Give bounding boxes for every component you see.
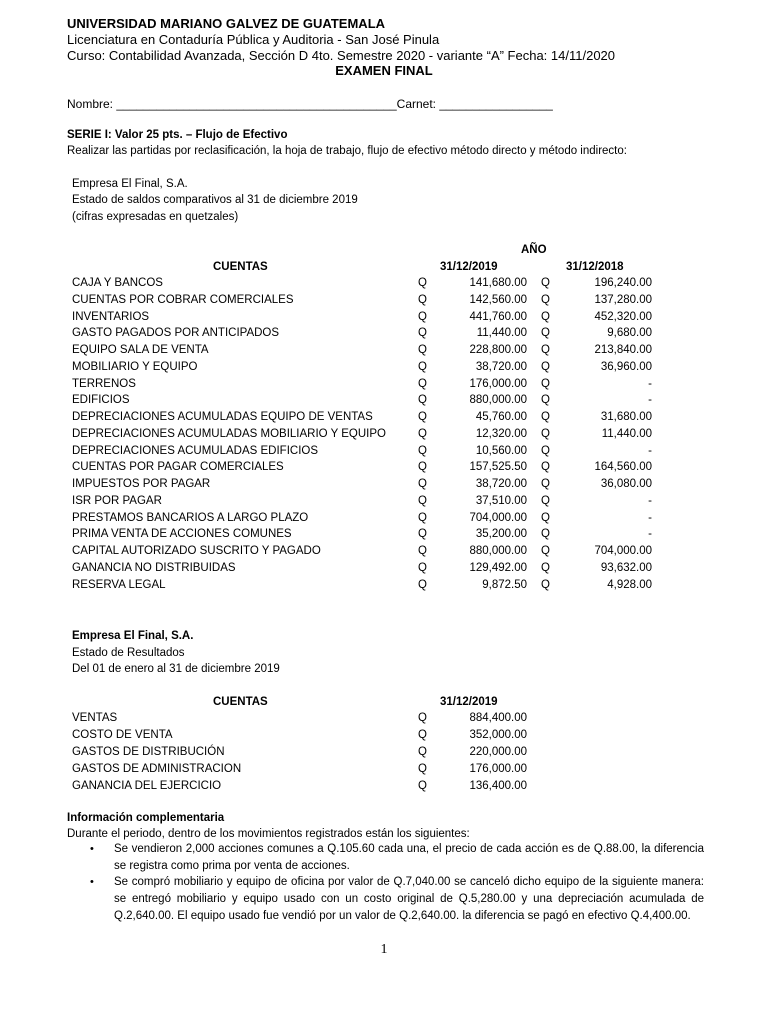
currency-symbol: Q xyxy=(541,461,550,474)
currency-symbol: Q xyxy=(418,478,427,490)
currency-symbol: Q xyxy=(418,344,427,356)
income-row xyxy=(0,744,768,761)
currency-symbol: Q xyxy=(541,444,550,457)
income-period: Del 01 de enero al 31 de diciembre 2019 xyxy=(72,663,280,675)
value-2018: - xyxy=(648,528,652,541)
value-2018: 31,680.00 xyxy=(600,411,652,423)
account-name: CAJA Y BANCOS xyxy=(72,277,163,289)
currency-symbol: Q xyxy=(418,712,427,724)
value-2018: 213,840.00 xyxy=(594,344,652,356)
value-2018: 196,240.00 xyxy=(594,277,652,289)
currency-symbol: Q xyxy=(541,394,550,407)
balance-row xyxy=(0,560,768,577)
account-name: TERRENOS xyxy=(72,377,136,390)
account-name: COSTO DE VENTA xyxy=(72,728,173,741)
account-name: PRIMA VENTA DE ACCIONES COMUNES xyxy=(72,528,292,541)
currency-symbol: Q xyxy=(418,779,427,792)
exam-title: EXAMEN FINAL xyxy=(335,63,433,78)
university-title: UNIVERSIDAD MARIANO GALVEZ DE GUATEMALA xyxy=(67,16,386,31)
value-2018: 36,080.00 xyxy=(600,478,652,490)
value-2019: 176,000.00 xyxy=(469,377,527,390)
balance-row xyxy=(0,292,768,309)
income-company: Empresa El Final, S.A. xyxy=(72,630,194,642)
balance-col-2018: 31/12/2018 xyxy=(566,261,624,273)
course-line: Curso: Contabilidad Avanzada, Sección D 4to. Semestre 2020 - variante “A” Fecha: 14/11/2020 xyxy=(67,48,616,63)
account-name: RESERVA LEGAL xyxy=(72,578,166,591)
value-2019: 220,000.00 xyxy=(469,745,527,758)
bullet-marker: • xyxy=(90,843,94,855)
value-2019: 35,200.00 xyxy=(475,528,527,541)
currency-symbol: Q xyxy=(418,377,427,390)
value-2019: 141,680.00 xyxy=(469,277,527,289)
account-name: GASTOS DE DISTRIBUCIÓN xyxy=(72,745,225,758)
income-row xyxy=(0,727,768,744)
value-2018: - xyxy=(648,444,652,457)
income-row xyxy=(0,778,768,795)
value-2018: 36,960.00 xyxy=(600,360,652,373)
currency-symbol: Q xyxy=(418,511,427,524)
currency-symbol: Q xyxy=(418,327,427,340)
currency-symbol: Q xyxy=(418,728,427,741)
balance-row xyxy=(0,392,768,409)
balance-note: (cifras expresadas en quetzales) xyxy=(72,211,239,223)
income-row xyxy=(0,710,768,727)
balance-row xyxy=(0,577,768,594)
account-name: DEPRECIACIONES ACUMULADAS EDIFICIOS xyxy=(72,444,319,457)
currency-symbol: Q xyxy=(418,745,427,758)
serie-instruction: Realizar las partidas por reclasificación, la hoja de trabajo, flujo de efectivo método directo y método indirecto: xyxy=(67,145,627,157)
value-2019: 45,760.00 xyxy=(475,411,527,423)
value-2019: 12,320.00 xyxy=(475,427,527,440)
account-name: GASTOS DE ADMINISTRACION xyxy=(72,762,242,775)
value-2019: 129,492.00 xyxy=(469,561,527,574)
value-2018: 164,560.00 xyxy=(594,461,652,474)
value-2019: 10,560.00 xyxy=(475,444,527,457)
balance-row xyxy=(0,376,768,393)
bullet-marker: • xyxy=(90,876,94,888)
serie-title: SERIE I: Valor 25 pts. – Flujo de Efectivo xyxy=(67,129,288,141)
balance-row xyxy=(0,342,768,359)
balance-col-accounts: CUENTAS xyxy=(213,261,268,273)
balance-row xyxy=(0,309,768,326)
balance-col-2019: 31/12/2019 xyxy=(440,261,498,273)
currency-symbol: Q xyxy=(418,394,427,407)
currency-symbol: Q xyxy=(541,427,550,440)
currency-symbol: Q xyxy=(418,561,427,574)
balance-row xyxy=(0,543,768,560)
account-name: VENTAS xyxy=(72,712,118,724)
account-name: GANANCIA DEL EJERCICIO xyxy=(72,779,222,792)
balance-row xyxy=(0,443,768,460)
value-2019: 157,525.50 xyxy=(469,461,527,474)
balance-row xyxy=(0,459,768,476)
currency-symbol: Q xyxy=(418,277,427,289)
currency-symbol: Q xyxy=(418,427,427,440)
value-2019: 228,800.00 xyxy=(469,344,527,356)
income-col-2019: 31/12/2019 xyxy=(440,696,498,708)
value-2019: 11,440.00 xyxy=(476,327,527,340)
currency-symbol: Q xyxy=(418,293,427,306)
account-name: ISR POR PAGAR xyxy=(72,494,162,507)
balance-statement: Estado de saldos comparativos al 31 de diciembre 2019 xyxy=(72,194,358,206)
account-name: DEPRECIACIONES ACUMULADAS EQUIPO DE VENTAS xyxy=(72,411,373,423)
currency-symbol: Q xyxy=(418,444,427,457)
value-2019: 37,510.00 xyxy=(475,494,527,507)
currency-symbol: Q xyxy=(541,561,550,574)
currency-symbol: Q xyxy=(541,293,550,306)
value-2018: 11,440.00 xyxy=(601,427,652,440)
value-2018: - xyxy=(648,511,652,524)
currency-symbol: Q xyxy=(418,528,427,541)
value-2019: 38,720.00 xyxy=(475,360,527,373)
value-2019: 9,872.50 xyxy=(482,578,527,591)
balance-company: Empresa El Final, S.A. xyxy=(72,178,188,190)
currency-symbol: Q xyxy=(541,511,550,524)
value-2019: 880,000.00 xyxy=(469,545,527,557)
value-2018: 137,280.00 xyxy=(594,293,652,306)
currency-symbol: Q xyxy=(541,528,550,541)
currency-symbol: Q xyxy=(541,360,550,373)
page-number: 1 xyxy=(380,942,388,957)
info-intro: Durante el periodo, dentro de los movimientos registrados están los siguientes: xyxy=(67,828,470,840)
year-header: AÑO xyxy=(521,244,547,256)
balance-row xyxy=(0,359,768,376)
info-item-2: Se compró mobiliario y equipo de oficina por valor de Q.7,040.00 se canceló dicho equipo de la siguiente manera: se entregó mobiliario y equipo usado con un costo original de Q.5,280.00 y una depreciación acumulada de Q.2,640.00. El equipo usado fue vendió por un valor de Q.2,640.00. la diferencia se pagó en efectivo Q.4,400.00. xyxy=(114,876,704,922)
account-name: EQUIPO SALA DE VENTA xyxy=(72,344,209,356)
account-name: GANANCIA NO DISTRIBUIDAS xyxy=(72,561,236,574)
currency-symbol: Q xyxy=(418,461,427,474)
currency-symbol: Q xyxy=(541,411,550,423)
currency-symbol: Q xyxy=(541,545,550,557)
currency-symbol: Q xyxy=(541,277,550,289)
account-name: INVENTARIOS xyxy=(72,310,150,323)
currency-symbol: Q xyxy=(541,377,550,390)
value-2018: 93,632.00 xyxy=(600,561,652,574)
value-2019: 176,000.00 xyxy=(469,762,527,775)
balance-row xyxy=(0,325,768,342)
value-2018: 704,000.00 xyxy=(594,545,652,557)
value-2018: 4,928.00 xyxy=(607,578,652,591)
currency-symbol: Q xyxy=(541,578,550,591)
value-2019: 441,760.00 xyxy=(469,310,527,323)
account-name: PRESTAMOS BANCARIOS A LARGO PLAZO xyxy=(72,511,309,524)
balance-row xyxy=(0,409,768,426)
income-col-accounts: CUENTAS xyxy=(213,696,268,708)
currency-symbol: Q xyxy=(541,310,550,323)
account-name: IMPUESTOS POR PAGAR xyxy=(72,478,211,490)
student-name-carnet-line: Nombre: __________________________________________Carnet: _________________ xyxy=(67,97,553,111)
account-name: MOBILIARIO Y EQUIPO xyxy=(72,360,198,373)
currency-symbol: Q xyxy=(541,344,550,356)
currency-symbol: Q xyxy=(541,494,550,507)
currency-symbol: Q xyxy=(418,545,427,557)
balance-row xyxy=(0,426,768,443)
income-row xyxy=(0,761,768,778)
currency-symbol: Q xyxy=(418,360,427,373)
value-2018: - xyxy=(648,394,652,407)
balance-row xyxy=(0,510,768,527)
balance-row xyxy=(0,493,768,510)
value-2018: 452,320.00 xyxy=(594,310,652,323)
income-statement: Estado de Resultados xyxy=(72,647,185,659)
account-name: CUENTAS POR PAGAR COMERCIALES xyxy=(72,461,284,474)
currency-symbol: Q xyxy=(541,478,550,490)
value-2018: - xyxy=(648,377,652,390)
balance-row xyxy=(0,476,768,493)
info-title: Información complementaria xyxy=(67,812,225,824)
account-name: DEPRECIACIONES ACUMULADAS MOBILIARIO Y EQUIPO xyxy=(72,427,386,440)
account-name: CAPITAL AUTORIZADO SUSCRITO Y PAGADO xyxy=(72,545,321,557)
value-2019: 704,000.00 xyxy=(469,511,527,524)
value-2019: 352,000.00 xyxy=(469,728,527,741)
currency-symbol: Q xyxy=(418,310,427,323)
value-2019: 880,000.00 xyxy=(469,394,527,407)
currency-symbol: Q xyxy=(418,578,427,591)
program-line: Licenciatura en Contaduría Pública y Auditoria - San José Pinula xyxy=(67,32,440,47)
info-item-1: Se vendieron 2,000 acciones comunes a Q.105.60 cada una, el precio de cada acción es de Q.88.00, la diferencia se registra como prima por venta de acciones. xyxy=(114,843,704,872)
value-2019: 136,400.00 xyxy=(469,779,527,792)
value-2018: 9,680.00 xyxy=(607,327,652,340)
account-name: CUENTAS POR COBRAR COMERCIALES xyxy=(72,293,294,306)
currency-symbol: Q xyxy=(418,411,427,423)
account-name: EDIFICIOS xyxy=(72,394,130,407)
balance-row xyxy=(0,275,768,292)
currency-symbol: Q xyxy=(418,762,427,775)
value-2019: 38,720.00 xyxy=(475,478,527,490)
currency-symbol: Q xyxy=(541,327,550,340)
currency-symbol: Q xyxy=(418,494,427,507)
account-name: GASTO PAGADOS POR ANTICIPADOS xyxy=(72,327,280,340)
value-2019: 884,400.00 xyxy=(469,712,527,724)
balance-row xyxy=(0,526,768,543)
value-2019: 142,560.00 xyxy=(469,293,527,306)
value-2018: - xyxy=(648,494,652,507)
